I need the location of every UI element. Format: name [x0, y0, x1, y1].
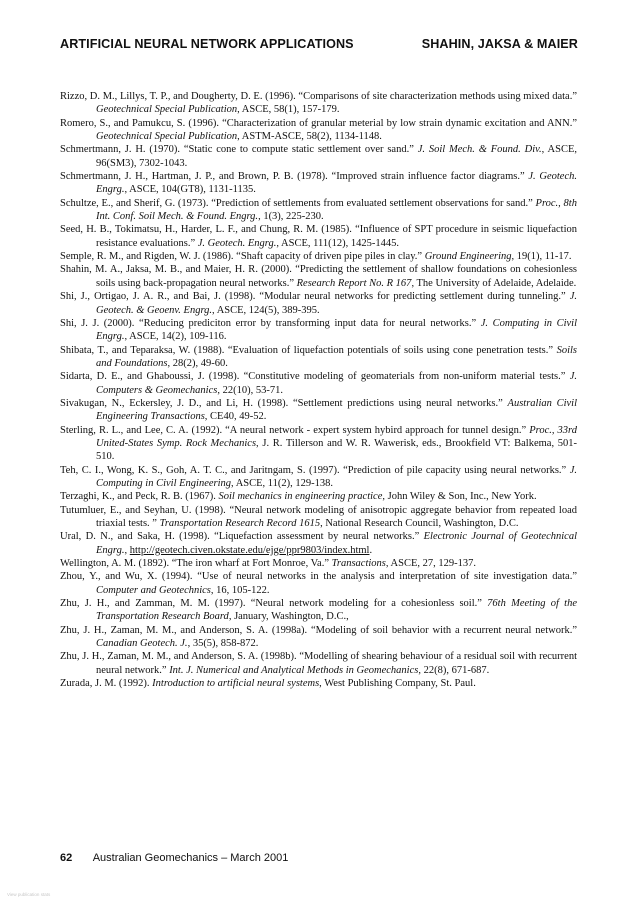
reference-source: Research Report No. R 167 — [296, 277, 412, 289]
reference-details: , ASCE, 27, 129-137. — [385, 558, 477, 570]
reference-authors-title: Sivakugan, N., Eckersley, J. D., and Li, H. (1998). “Settlement predictions using neural networks.” — [60, 397, 508, 409]
reference-source: J. Computing in Civil Engrg. — [96, 317, 577, 343]
reference-source: Introduction to artificial neural systems — [152, 678, 320, 690]
reference-source: Geotechnical Special Publication — [96, 131, 238, 143]
reference-url[interactable]: http://geotech.civen.okstate.edu/ejge/ppr9803/index.html — [129, 544, 370, 556]
reference-authors-title: Schmertmann, J. H. (1970). “Static cone to compute static settlement over sand.” — [60, 144, 418, 156]
reference-entry — [60, 344, 577, 371]
reference-authors-title: Schultze, E., and Sherif, G. (1973). “Prediction of settlements from evaluated settlement observations for sand.” — [60, 197, 536, 209]
reference-details: , J. R. Tillerson and W. R. Wawerisk, eds., Brookfield VT: Balkema, 501-510. — [96, 437, 577, 463]
reference-details: , ASCE, 111(12), 1425-1445. — [276, 237, 399, 249]
reference-authors-title: Zhu, J. H., Zaman, M. M., and Anderson, S. A. (1998b). “Modelling of shearing behaviour of a residual soil with recurrent neural network.” — [60, 651, 577, 676]
reference-entry — [60, 677, 577, 690]
reference-entry — [60, 250, 577, 263]
reference-source: Transportation Research Record 1615 — [159, 518, 321, 529]
running-header — [60, 37, 578, 51]
reference-source: Transactions — [331, 558, 386, 570]
reference-authors-title: Zhu, J. H., and Zamman, M. M. (1997). “Neural network modeling for a cohesionless soil.” — [60, 598, 488, 610]
reference-authors-title: Semple, R. M., and Rigden, W. J. (1986). “Shaft capacity of driven pipe piles in clay.” — [60, 251, 425, 263]
reference-details: , National Research Council, Washington, D.C. — [320, 518, 519, 529]
reference-authors-title: Romero, S., and Pamukcu, S. (1996). “Characterization of granular meterial by low strain dynamic excitation and ANN.” — [60, 117, 577, 129]
page-number: 62 — [60, 852, 73, 864]
reference-authors-title: Ural, D. N., and Saka, H. (1998). “Liquefaction assessment by neural networks.” — [60, 531, 424, 543]
reference-details: , January, Washington, D.C., — [228, 611, 349, 623]
reference-authors-title: Sterling, R. L., and Lee, C. A. (1992). “A neural network - expert system hybird approach for tunnel design.” — [60, 424, 530, 436]
reference-details: , 35(5), 858-872. — [187, 638, 259, 650]
reference-entry — [60, 490, 577, 503]
reference-source: Proc., 33rd United-States Symp. Rock Mechanics — [96, 424, 578, 449]
reference-source: J. Soil Mech. & Found. Div. — [417, 144, 542, 156]
reference-list — [60, 90, 577, 690]
reference-details: , ASCE, 14(2), 109-116. — [124, 331, 227, 343]
reference-source: Proc., 8th Int. Conf. Soil Mech. & Found. Engrg. — [96, 197, 577, 223]
page-footer — [60, 852, 288, 864]
reference-details: , ASCE, 124(5), 389-395. — [212, 304, 320, 316]
reference-details: , ASCE, 104(GT8), 1131-1135. — [124, 184, 256, 196]
reference-details: , ASCE, 96(SM3), 7302-1043. — [96, 144, 577, 169]
reference-details: , CE40, 49-52. — [204, 411, 267, 423]
reference-entry — [60, 143, 577, 170]
view-publication-stats-link[interactable]: View publication stats — [7, 892, 51, 897]
reference-entry — [60, 370, 577, 397]
reference-authors-title: Shi, J. J. (2000). “Reducing prediciton error by transforming input data for neural networks.” — [60, 317, 481, 329]
reference-source: J. Geotech. Engrg. — [197, 237, 277, 249]
reference-entry — [60, 397, 577, 424]
reference-details: , 22(10), 53-71. — [217, 384, 283, 396]
reference-source: J. Geotech. & Geoenv. Engrg. — [96, 291, 577, 316]
reference-details: , — [124, 544, 130, 556]
reference-details: , 28(2), 49-60. — [167, 357, 228, 369]
reference-authors-title: Sidarta, D. E., and Ghaboussi, J. (1998). “Constitutive modeling of geomaterials from non-uniform material tests.” — [60, 371, 570, 383]
reference-details: , John Wiley & Son, Inc., New York. — [382, 491, 537, 503]
reference-entry — [60, 263, 577, 290]
reference-source: Ground Engineering — [424, 251, 512, 263]
reference-entry — [60, 624, 577, 651]
reference-details: , The University of Adelaide, Adelaide. — [411, 277, 577, 289]
reference-entry — [60, 557, 577, 570]
header-authors: SHAHIN, JAKSA & MAIER — [421, 37, 578, 51]
reference-authors-title: Shi, J., Ortigao, J. A. R., and Bai, J. (1998). “Modular neural networks for predicting settlement during tunneling.” — [60, 291, 570, 303]
reference-entry — [60, 117, 577, 144]
reference-authors-title: Shahin, M. A., Jaksa, M. B., and Maier, H. R. (2000). “Predicting the settlement of shallow foundations on cohesionless soils using back-propagation neural networks.” — [60, 264, 577, 289]
reference-authors-title: Seed, H. B., Tokimatsu, H., Harder, L. F., and Chung, R. M. (1985). “Influence of SPT procedure in seismic liquefaction resistance evaluations.” — [60, 224, 577, 249]
reference-details: , 19(1), 11-17. — [511, 251, 572, 263]
reference-details: , 22(8), 671-687. — [418, 664, 490, 676]
header-title: ARTIFICIAL NEURAL NETWORK APPLICATIONS — [60, 37, 354, 51]
reference-authors-title: Terzaghi, K., and Peck, R. B. (1967). — [60, 491, 219, 503]
reference-source: Electronic Journal of Geotechnical Engrg. — [96, 531, 577, 556]
reference-authors-title: Shibata, T., and Teparaksa, W. (1988). “Evaluation of liquefaction potentials of soils using cone penetration tests.” — [60, 344, 557, 356]
reference-entry — [60, 597, 577, 624]
reference-entry — [60, 290, 577, 317]
reference-entry — [60, 424, 577, 464]
reference-details: , ASCE, 11(2), 129-138. — [231, 477, 334, 489]
reference-source: Soil mechanics in engineering practice — [218, 491, 383, 503]
reference-entry — [60, 570, 577, 597]
reference-authors-title: Wellington, A. M. (1892). “The iron wharf at Fort Monroe, Va.” — [60, 558, 332, 570]
reference-source: Computer and Geotechnics — [96, 584, 211, 596]
reference-details: , ASTM-ASCE, 58(2), 1134-1148. — [237, 131, 382, 143]
reference-authors-title: Schmertmann, J. H., Hartman, J. P., and Brown, P. B. (1978). “Improved strain influence factor diagrams.” — [60, 171, 529, 183]
reference-entry — [60, 170, 577, 197]
reference-source: Soils and Foundations — [96, 344, 577, 369]
reference-source: Canadian Geotech. J. — [96, 638, 188, 650]
reference-authors-title: Teh, C. I., Wong, K. S., Goh, A. T. C., and Jaritngam, S. (1997). “Prediction of pile capacity using neural networks.” — [60, 464, 570, 476]
reference-authors-title: Zurada, J. M. (1992). — [60, 678, 153, 690]
reference-source: Geotechnical Special Publication — [96, 104, 238, 116]
reference-entry — [60, 530, 577, 557]
reference-details: , ASCE, 58(1), 157-179. — [237, 104, 340, 116]
journal-name: Australian Geomechanics – March 2001 — [92, 852, 289, 864]
reference-authors-title: Tutumluer, E., and Seyhan, U. (1998). “Neural network modeling of anisotropic aggregate behavior from repeated load triaxial tests. ” — [60, 504, 577, 529]
reference-entry — [60, 223, 577, 250]
reference-source: J. Computing in Civil Engineering — [96, 464, 577, 489]
reference-authors-title: Zhou, Y., and Wu, X. (1994). “Use of neural networks in the analysis and interpretation of site investigation data.” — [60, 571, 577, 583]
reference-entry — [60, 650, 577, 677]
reference-source: Australian Civil Engineering Transactions — [96, 397, 577, 423]
reference-details: , 1(3), 225-230. — [258, 211, 324, 223]
reference-entry — [60, 197, 577, 224]
reference-entry — [60, 317, 577, 344]
reference-source: 76th Meeting of the Transportation Research Board — [96, 598, 577, 623]
reference-authors-title: Rizzo, D. M., Lillys, T. P., and Dougherty, D. E. (1996). “Comparisons of site characterization methods using mixed data.” — [60, 91, 577, 102]
reference-details: , 16, 105-122. — [210, 584, 270, 596]
reference-source: J. Geotech. Engrg. — [96, 171, 577, 196]
reference-entry — [60, 464, 577, 491]
reference-end: . — [369, 544, 373, 556]
reference-entry — [60, 504, 577, 531]
reference-details: , West Publishing Company, St. Paul. — [319, 678, 476, 690]
reference-authors-title: Zhu, J. H., Zaman, M. M., and Anderson, S. A. (1998a). “Modeling of soil behavior with a recurrent neural network.” — [60, 624, 577, 636]
reference-source: Int. J. Numerical and Analytical Methods in Geomechanics — [169, 664, 419, 676]
reference-entry — [60, 90, 577, 117]
reference-source: J. Computers & Geomechanics — [96, 371, 577, 396]
